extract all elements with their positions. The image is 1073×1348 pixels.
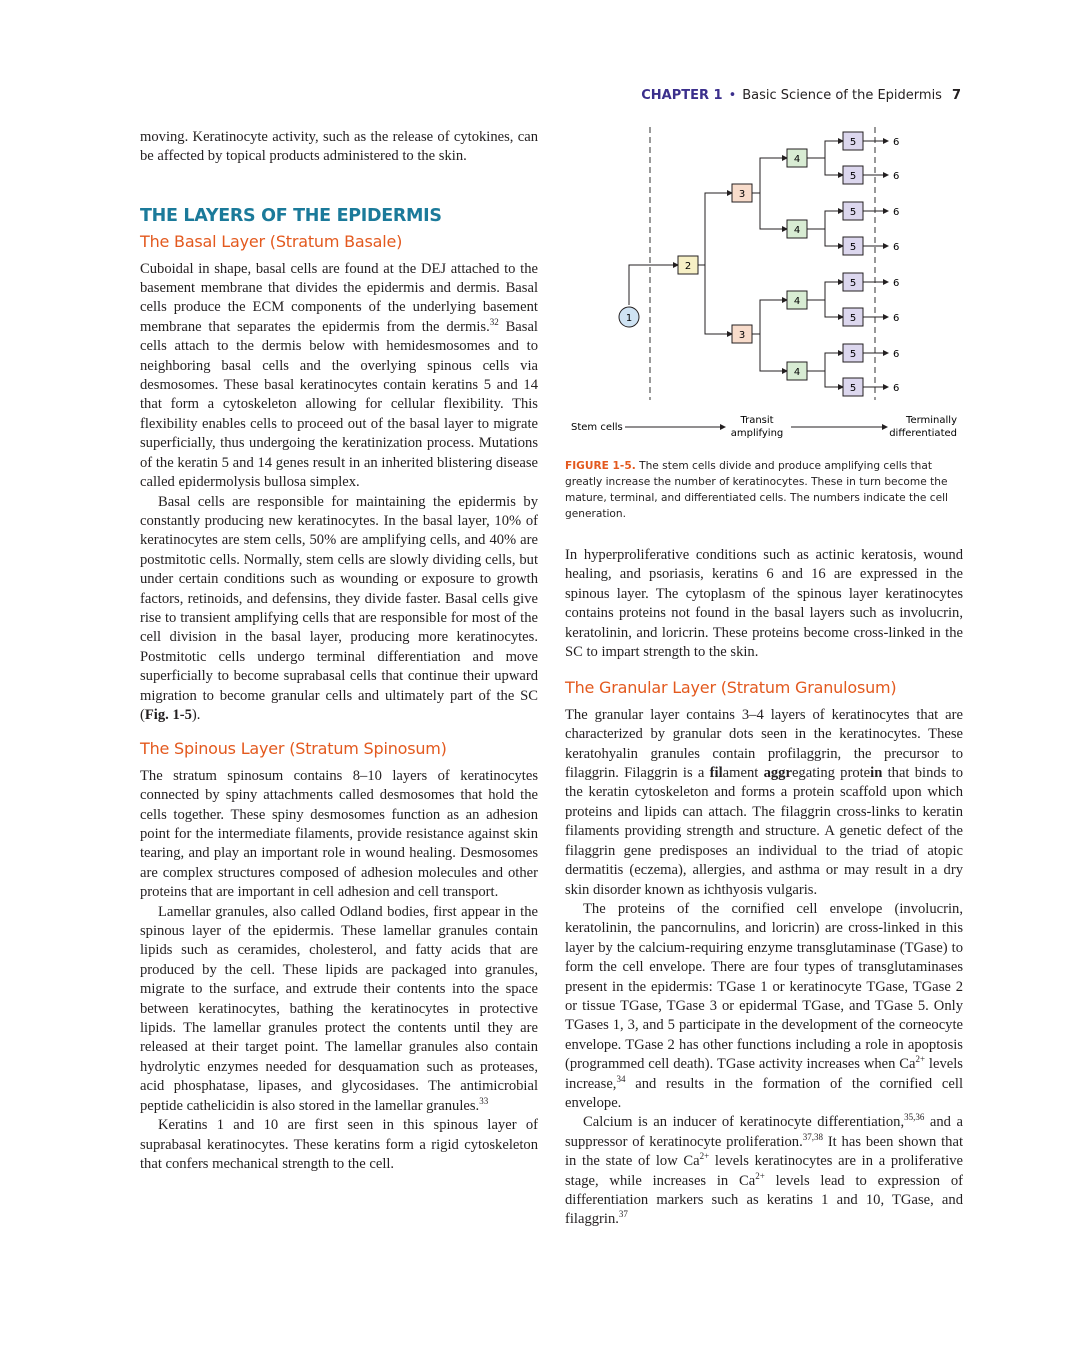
- granular-paragraph-1: The granular layer contains 3–4 layers of keratinocytes that are characterized by granular dots seen in the keratinocytes. These keratohyalin granules contain profilaggrin, the precursor to filaggrin. Filaggrin is a filament aggregating protein that binds to the keratin cytoskeleton and forms a protein scaffold upon which proteins and lipids can attach. The filaggrin cross-links to keratin filaments providing strength and structure. A genetic defect of the filaggrin gene predisposes an individual to the triad of atopic dermatitis (eczema), allergies, and asthma or may result in a dry skin disorder known as ichthyosis vulgaris.: [565, 706, 963, 898]
- node-label: 6: [893, 171, 900, 182]
- spinous-paragraph-3: Keratins 1 and 10 are first seen in this spinous layer of suprabasal keratinocytes. These keratins form a rigid cytoskeleton that confers mechanical strength to the cell.: [140, 1117, 538, 1172]
- basal-heading: The Basal Layer (Stratum Basale): [140, 232, 403, 252]
- citation: 37,38: [802, 1131, 823, 1142]
- node-label: 6: [893, 242, 900, 253]
- node-label: 6: [893, 383, 900, 394]
- stem-cells-label: Stem cells: [571, 422, 623, 433]
- citation: 32: [489, 316, 499, 327]
- differentiated-label: differentiated: [889, 428, 957, 439]
- basal-paragraph-2: Basal cells are responsible for maintaining the epidermis by constantly producing new keratinocytes. In the basal layer, 10% of keratinocytes are stem cells, 50% are amplifying cells, and 40% are postmitotic cells. Normally, stem cells are slowly dividing cells, but under certain conditions such as wounding or exposure to growth factors, retinoids, and defensins, they divide faster. Basal cells give rise to transient amplifying cells that are responsible for most of the cell division in the basal layer, producing more keratinocytes. Postmitotic cells undergo terminal differentiation and move superficially to become suprabasal cells that continue their upward migration to become granular cells and ultimately part of the SC (Fig. 1-5).: [140, 493, 538, 723]
- node-label: 2: [684, 261, 692, 272]
- basal-paragraph-1: Cuboidal in shape, basal cells are found at the DEJ attached to the basement membrane that divides the epidermis and dermis. Basal cells produce the ECM components of the underlying basement membrane that separates the epidermis from the dermis.$^{32}$ Basal cells attach to the dermis below with hemidesmosomes and to neighboring basal cells and the overlying spinous cells via desmosomes. These basal keratinocytes contain keratins 5 and 14 that form a cytoskeleton allowing for cellular flexibility. This flexibility enables cells to proceed out of the basal layer to migrate superficially, thus undergoing the keratinization process. Mutations of the keratin 5 and 14 genes result in an inherited blistering disease called epidermolysis bullosa simplex.: [140, 260, 538, 491]
- node-label: 4: [793, 225, 801, 236]
- node-label: 5: [849, 242, 857, 253]
- figure-reference: Fig. 1-5: [144, 706, 192, 723]
- citation: 34: [616, 1073, 626, 1084]
- node-label: 4: [793, 154, 801, 165]
- right-column: [565, 546, 963, 1230]
- spinous-paragraph-2: Lamellar granules, also called Odland bodies, first appear in the spinous layer of the epidermis. These lamellar granules contain lipids such as ceramides, cholesterol, and fatty acids that are produced by the cell. These lipids are packaged into granules, migrate to the surface, and extrude their contents into the space between keratinocytes, bathing the keratinocytes in protective lipids. The lamellar granules protect the contents until they are released at their target point. The lamellar granules also contain hydrolytic enzymes needed for desquamation such as proteases, acid phosphatase, lipases, and glycosidases. The antimicrobial peptide cathelicidin is also stored in the lamellar granules.$^{33}$: [140, 903, 538, 1114]
- header-separator: •: [728, 88, 737, 103]
- figure-1-5: [565, 125, 965, 450]
- node-label: 5: [849, 383, 857, 394]
- transit-label: Transit: [740, 415, 774, 426]
- node-label: 3: [738, 330, 746, 341]
- node-label: 4: [793, 367, 801, 378]
- citation: 37: [618, 1209, 628, 1220]
- node-label: 5: [849, 349, 857, 360]
- node-label: 5: [849, 278, 857, 289]
- node-label: 5: [849, 313, 857, 324]
- node-label: 4: [793, 296, 801, 307]
- spinous-paragraph-1: The stratum spinosum contains 8–10 layers of keratinocytes connected by spiny attachments called desmosomes that hold the cells together. These spiny desmosomes function as an adhesion point for the intermediate filaments, provide resistance against skin tearing, and play an important role in wound healing. Desmosomes are complex structures composed of adhesion molecules and other proteins that are important in cell adhesion and cell transport.: [140, 767, 538, 901]
- citation: 33: [479, 1095, 489, 1106]
- granular-heading: The Granular Layer (Stratum Granulosum): [565, 678, 897, 698]
- spinous-heading: The Spinous Layer (Stratum Spinosum): [140, 739, 447, 759]
- granular-paragraph-2: The proteins of the cornified cell envelope (involucrin, keratolinin, the pancornulins, and loricrin) are cross-linked in this layer by the calcium-requiring enzyme transglutaminase (TGase) to form the cell envelope. There are four types of transglutaminases present in the epidermis: TGase 1 or keratinocyte TGase, TGase 2 or tissue TGase, TGase 3 or epidermal TGase, and TGase 5. Only TGases 1, 3, and 5 participate in the development of the corneocyte envelope. TGase 2 has other functions including a role in apoptosis (programmed cell death). TGase activity increases when $Ca^{2+}$ levels increase,$^{34}$ and results in the formation of the cornified cell envelope.: [565, 900, 963, 1111]
- node-label: 3: [738, 189, 746, 200]
- chapter-label: CHAPTER 1: [641, 88, 723, 103]
- node-label: 5: [849, 171, 857, 182]
- node-label: 6: [893, 137, 900, 148]
- terminally-label: Terminally: [906, 415, 957, 426]
- amplifying-label: amplifying: [730, 428, 784, 439]
- section-heading: THE LAYERS OF THE EPIDERMIS: [140, 205, 442, 226]
- figure-label: FIGURE 1-5.: [565, 460, 636, 472]
- spinous-continuation-paragraph: In hyperproliferative conditions such as actinic keratosis, wound healing, and psoriasis, keratins 6 and 16 are expressed in the spinous layer. The cytoplasm of the spinous layer keratinocytes contains proteins not found in the basal layers such as involucrin, keratolinin, and loricrin. These proteins become cross-linked in the SC to impart strength to the skin.: [565, 547, 963, 661]
- left-column: [140, 128, 538, 1174]
- node-label: 6: [893, 207, 900, 218]
- chapter-title: Basic Science of the Epidermis: [742, 88, 942, 103]
- granular-paragraph-3: Calcium is an inducer of keratinocyte differentiation,$^{35,36}$ and a suppressor of keratinocyte proliferation.$^{37,38}$ It has been shown that in the state of low $Ca^{2+}$ levels keratinocytes are in a proliferative stage, while increases in $Ca^{2+}$ levels lead to expression of differentiation markers such as keratins 1 and 10, TGase, and filaggrin.$^{37}$: [565, 1112, 964, 1228]
- cell-lineage-diagram: [565, 125, 965, 445]
- page-number: 7: [951, 88, 961, 103]
- node-label: 6: [893, 313, 900, 324]
- node-label: 5: [849, 137, 857, 148]
- node-label: 6: [893, 349, 900, 360]
- intro-paragraph: moving. Keratinocyte activity, such as the release of cytokines, can be affected by topical products administered to the skin.: [140, 129, 538, 165]
- running-head: [641, 88, 961, 103]
- node-label: 5: [849, 207, 857, 218]
- figure-caption: FIGURE 1-5. The stem cells divide and produce amplifying cells that greatly increase the number of keratinocytes. These in turn become the mature, terminal, and differentiated cells. The numbers indicate the cell generation.: [565, 460, 948, 520]
- node-label: 1: [625, 313, 633, 324]
- node-label: 6: [893, 278, 900, 289]
- citation: 35,36: [904, 1112, 925, 1123]
